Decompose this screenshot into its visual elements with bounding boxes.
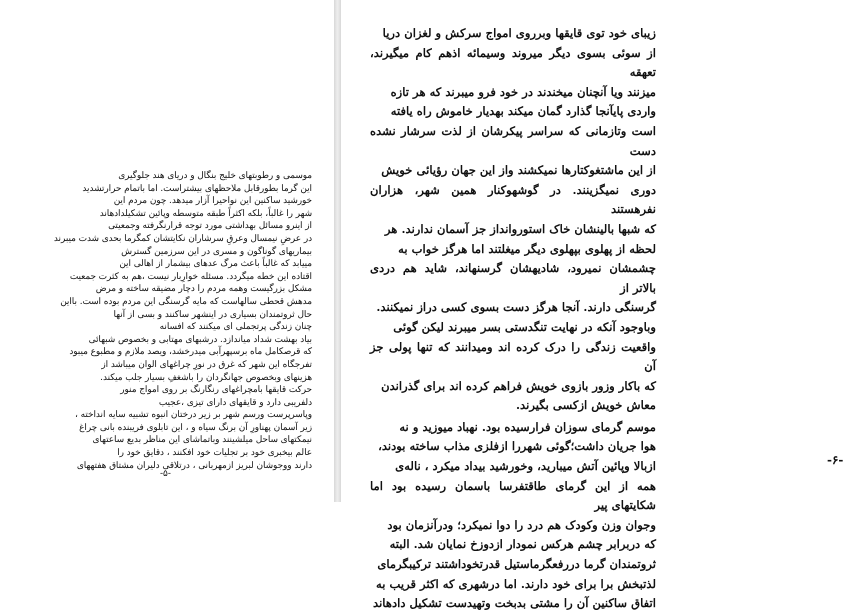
right-page-text-line: موسم گرمای سوزان فرارسیده بود. نهباد میوزید و نه xyxy=(399,419,656,434)
right-page-text-line: همه از این گرمای طاقتفرسا باسمان رسیده بود اما شکایتهای پیر xyxy=(370,478,656,513)
left-page-text-line: خورشید ساکنین این نواحیرا آزار میدهد. چون مردم این xyxy=(113,196,312,207)
right-page-text-line: که باکار وزور بازوی خویش فراهم کرده اند برای گذراندن xyxy=(381,378,656,393)
left-page-text-line: دارند ووجوشان لبریز ازمهربانی ، درتلاقی دلیران مشتاق هفتههای xyxy=(76,460,312,471)
left-page-text-line: از اینرو مسائل بهداشتی مورد توجه قرارنگرفته وجمعیتی xyxy=(108,221,312,232)
left-page-text-line: موسمی و رطوبتهای خلیج بنگال و دریای هند جلوگیری xyxy=(118,171,312,181)
left-page-text-line: دلفریبی دارد و قایقهای دارای تیزی ،عجیب xyxy=(158,397,312,408)
right-page-text-line: گرسنگی دارند. آنجا هرگز دست بسوی کسی دراز نمیکنند. xyxy=(376,300,656,315)
left-page-text-line: اقتاده این خطه میگردد. مسئله خوارِبار نیست ،هم به کثرت جمعیت xyxy=(69,271,312,282)
right-page-text xyxy=(370,24,656,614)
left-page xyxy=(0,0,334,502)
left-page-text-line: این گرما بطورقابل ملاحظهای بیشتراست. اما باتمام حرارتشدید xyxy=(82,183,312,194)
left-page-text-line: تفرجگاه این شهر که غرق در نورِ چراغهای الوان میباشد از xyxy=(101,359,312,370)
left-page-text-line: وپاسرپرست ورسم شهر بر زیر درختان انبوه تشبیه سایه انداخته ، xyxy=(75,410,312,421)
right-page-text-line: است وتازمانی که سراسر پیکرشان از لذت سرشار نشده دست xyxy=(370,123,656,158)
left-page-text-line: که قرصکامل ماه برسپهرآبی میدرخشد، ویصد ملازم و مطبوع میبود xyxy=(69,347,312,358)
right-page-text-line: ازبالا وپائین آتش میبارید، وخورشید بیداد میکرد ، ناله‌ی xyxy=(395,459,656,474)
left-page-text-line: مدهش قحطی سالهاست که مایه گرسنگی این مردم بوده است. بااین xyxy=(60,296,312,307)
left-page-text-line: مشکل بزرگیست وهمه مردم را دچار مضیقه ساخته و مرض xyxy=(95,284,312,295)
left-page-text-line: شهر را غالباً، بلکه اکثراً طبقه متوسطه وپائین تشکیلدادهاند xyxy=(99,208,312,219)
right-page-text-line: وباوجود آنکه در نهایت تنگدستی بسر میبرند لیکن گوئی xyxy=(393,319,656,334)
right-page-text-line: واقعیت زندگی را درک کرده اند ومیدانند که تنها پولی جز آن xyxy=(370,339,656,374)
right-page-text-line: که دربرابر چشم هرکس نمودار ازدوزخ نمایان شد. البته xyxy=(389,537,656,552)
right-page-text-line: معاش خویش ازکسی بگیرند. xyxy=(516,398,656,413)
right-page-text-line: دوری نمیگزینند. در گوشهوکنار همین شهر، هزاران نفرهستند xyxy=(370,182,656,217)
left-page-text-line: حرکت قایقها بامچراغهای رنگارنگ بر روی امواج منور xyxy=(120,385,312,396)
right-page-text-line: اتفاق ساکنین آن را مشتی بدبخت وتهیدست تشکیل دادهاند xyxy=(372,596,656,611)
left-page-text-line: چنان زندگی پرتجملی ای میکنند که افسانه xyxy=(159,322,312,333)
left-page-text-line: هزینهای وبخصوص جهانگردان را باشغفِ بسیار جلب میکند. xyxy=(100,372,312,383)
right-page-text-line: وجوان وزن وکودک هم درد را دوا نمیکرد؛ ودرآنزمان بود xyxy=(387,517,656,532)
left-page-number: -۵- xyxy=(160,469,171,479)
right-page-text-line: واردی پایآنجا گذارد گمان میکند بهدیار خاموش راه یافته xyxy=(390,104,656,119)
left-page-text-line: حال ثروتمندان بسیاری در اینشهر ساکنند و بسی از آنها xyxy=(113,309,312,320)
right-page-text-line: لحظه از پهلوی بپهلوی دیگر میغلتند اما هرگز خواب به xyxy=(398,241,656,256)
right-page-text-line: ثروتمندان گرما دررفعگرماستیل قدرتخوداشتند ترکیبگرمای xyxy=(377,557,656,572)
left-page-text-line: نیمکتهای ساحل میلشینند وباتماشای این مناظر بدیع ساعتهای xyxy=(92,435,312,446)
right-page-text-line: چشمشان نمیرود، شادیهشان گرسنهاند، شاید هم دردی بالاتر از xyxy=(370,261,656,295)
right-page-text-line: که شبها بالینشان خاک استوروانداز جز آسمان ندارند. هر xyxy=(384,221,656,236)
right-page-text-line: میزنند ویا آنچنان میخندند در خود فرو میبرند که هر تازه xyxy=(390,84,656,99)
right-page-text-line: زیبای خود توی قایقها وبرروی امواج سرکش و لغزان دریا xyxy=(382,26,656,40)
right-page-number: -۶- xyxy=(827,453,843,467)
left-page-text-line: زیر آسمان پهناورِ آن برنگ سیاه و ، این تابلوی فریبنده بانی چراغ xyxy=(79,422,312,433)
left-page-text xyxy=(28,170,312,472)
right-page-text-line: هوا جریان داشت؛گوئی شهررا ازفلزی مذاب ساخته بودند، xyxy=(378,439,656,454)
book-gutter xyxy=(334,0,341,502)
left-page-text-line: مییابد که غالباً باعث مرگ عدهای بیشمار از اهالی این xyxy=(119,259,312,270)
left-page-text-line: عالم بیخبری خود بر تجلیات خود افکنند ، دقایق خود را xyxy=(117,448,312,459)
left-page-text-line: بیاد بهشت شداد میاندازد. درشبهای مهتابی و بخصوص شبهائی xyxy=(88,334,312,345)
right-page-text-line: لذتبخش برا برای خود دارند. اما درشهری که اکثر قریب به xyxy=(375,576,656,591)
right-page-text-line: از این ماشتغوکتارها نمیکشند واز این جهان رؤیائی خویش xyxy=(381,163,656,178)
left-page-text-line: بیماریهای گوناگون و مسری در این سرزمین گسترش xyxy=(121,246,312,257)
left-page-text-line: در عرضِ نیمسال وعرقِ سرشاران نکایتشان کمگرما بحدی شدت میبرند xyxy=(53,233,312,244)
right-page-text-line: از سوئی بسوی دیگر میروند وسیمائه اذهم کام میگیرند، تعهقه xyxy=(370,45,656,80)
